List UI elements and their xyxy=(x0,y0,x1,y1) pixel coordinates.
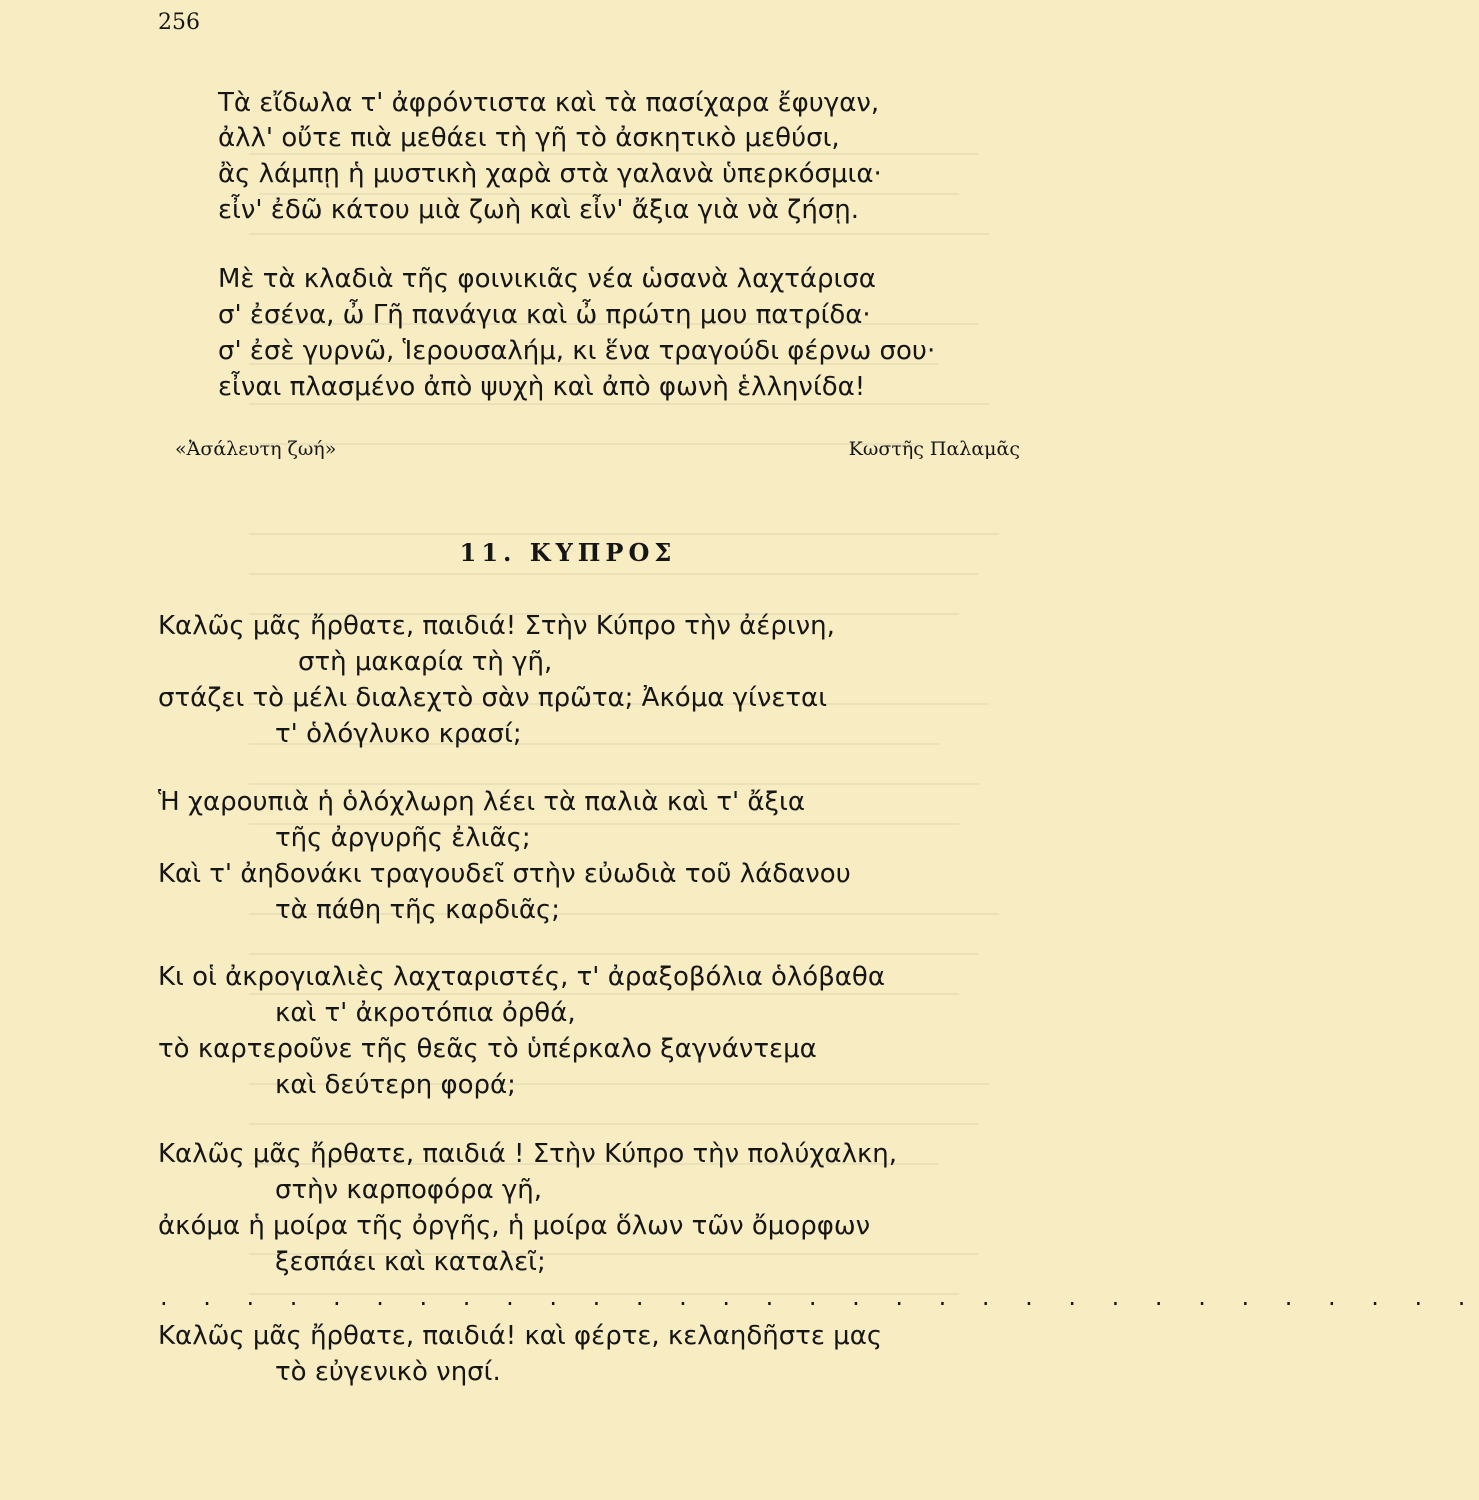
poem-line: σ' ἐσὲ γυρνῶ, Ἱερουσαλήμ, κι ἕνα τραγούδι φέρνω σου· xyxy=(218,336,936,366)
poem-line: τὸ καρτεροῦνε τῆς θεᾶς τὸ ὑπέρκαλο ξαγνάντεμα xyxy=(158,1034,817,1064)
poem-line: Μὲ τὰ κλαδιὰ τῆς φοινικιᾶς νέα ὡσανὰ λαχτάρισα xyxy=(218,264,876,294)
poem-line-indented: στὴ μακαρία τὴ γῆ, xyxy=(298,647,553,677)
omission-dots: . . . . . . . . . . . . . . . . . . . . . . . . . . . . . . . xyxy=(160,1283,1479,1311)
poem-line-indented: ξεσπάει καὶ καταλεῖ; xyxy=(275,1247,546,1277)
poem-line-indented: τὰ πάθη τῆς καρδιᾶς; xyxy=(275,895,560,925)
page-number: 256 xyxy=(158,10,200,35)
poem-line: Καλῶς μᾶς ἤρθατε, παιδιά! Στὴν Κύπρο τὴν ἀέρινη, xyxy=(158,611,835,641)
poem-line: Καὶ τ' ἀηδονάκι τραγουδεῖ στὴν εὐωδιὰ τοῦ λάδανου xyxy=(158,859,851,889)
poem-line-indented: τῆς ἀργυρῆς ἐλιᾶς; xyxy=(275,823,531,853)
poem-line-indented: στὴν καρποφόρα γῆ, xyxy=(275,1175,543,1205)
poem-line: ἀλλ' οὔτε πιὰ μεθάει τὴ γῆ τὸ ἀσκητικὸ μεθύσι, xyxy=(218,123,840,153)
poem-source: «Ἀσάλευτη ζωή» xyxy=(175,438,337,460)
poem-line: Καλῶς μᾶς ἤρθατε, παιδιά! καὶ φέρτε, κελαηδῆστε μας xyxy=(158,1321,883,1351)
poem-line: σ' ἐσένα, ὦ Γῆ πανάγια καὶ ὦ πρώτη μου πατρίδα· xyxy=(218,300,871,330)
poem-line: εἶν' ἐδῶ κάτου μιὰ ζωὴ καὶ εἶν' ἄξια γιὰ νὰ ζήσῃ. xyxy=(218,195,860,225)
poem-line-indented: τὸ εὐγενικὸ νησί. xyxy=(275,1357,501,1387)
poem-line-indented: τ' ὁλόγλυκο κρασί; xyxy=(275,719,522,749)
poem-author: Κωστῆς Παλαμᾶς xyxy=(848,438,1020,460)
poem-line: Ἡ χαρουπιὰ ἡ ὁλόχλωρη λέει τὰ παλιὰ καὶ τ' ἄξια xyxy=(158,787,805,817)
poem-line: Κι οἱ ἀκρογιαλιὲς λαχταριστές, τ' ἀραξοβόλια ὁλόβαθα xyxy=(158,962,885,992)
poem-line: Τὰ εἴδωλα τ' ἀφρόντιστα καὶ τὰ πασίχαρα ἔφυγαν, xyxy=(218,88,880,118)
poem-line: ἀκόμα ἡ μοίρα τῆς ὀργῆς, ἡ μοίρα ὅλων τῶν ὄμορφων xyxy=(158,1211,871,1241)
poem-line: Καλῶς μᾶς ἤρθατε, παιδιά ! Στὴν Κύπρο τὴν πολύχαλκη, xyxy=(158,1139,898,1169)
poem-line: ἂς λάμπῃ ἡ μυστικὴ χαρὰ στὰ γαλανὰ ὑπερκόσμια· xyxy=(218,159,882,189)
poem-line-indented: καὶ δεύτερη φορά; xyxy=(275,1070,516,1100)
poem-line-indented: καὶ τ' ἀκροτόπια ὀρθά, xyxy=(275,998,576,1028)
poem-line: στάζει τὸ μέλι διαλεχτὸ σὰν πρῶτα; Ἀκόμα γίνεται xyxy=(158,683,827,713)
poem-line: εἶναι πλασμένο ἀπὸ ψυχὴ καὶ ἀπὸ φωνὴ ἑλληνίδα! xyxy=(218,372,866,402)
section-title: 11. ΚΥΠΡΟΣ xyxy=(459,538,677,567)
